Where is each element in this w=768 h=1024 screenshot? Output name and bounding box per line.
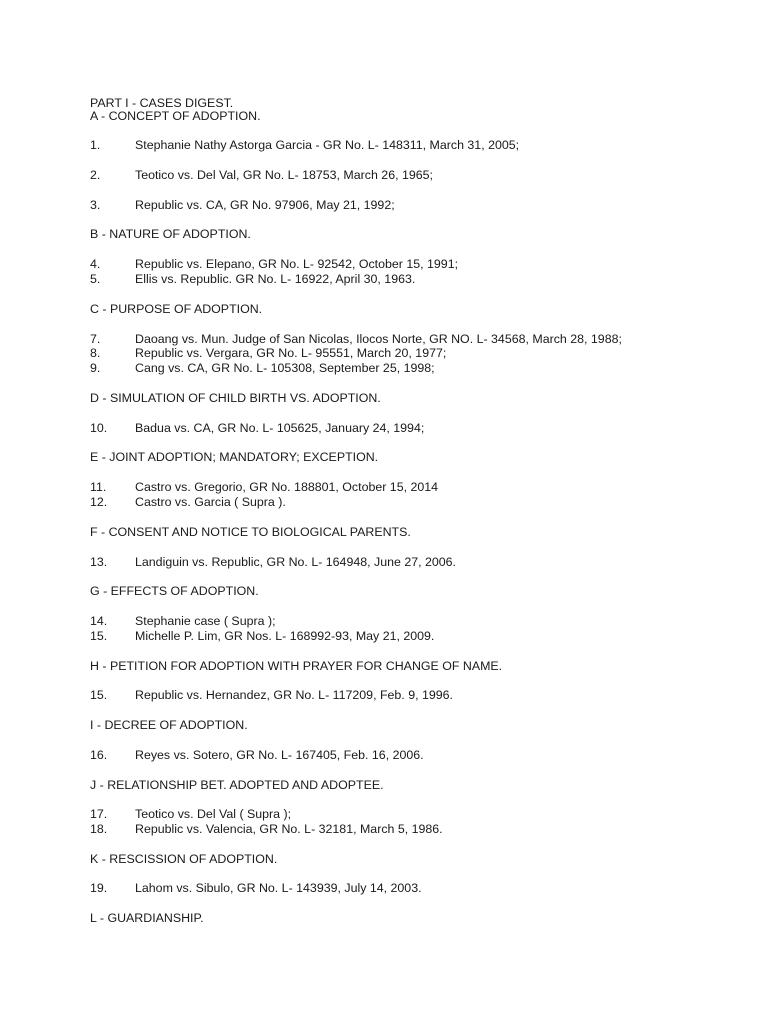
item-text: Daoang vs. Mun. Judge of San Nicolas, Ilocos Norte, GR NO. L- 34568, March 28, 1988; [135,332,622,346]
list-item [90,198,395,213]
item-text: Lahom vs. Sibulo, GR No. L- 143939, July 14, 2003. [135,881,422,895]
item-number: 1. [90,138,101,152]
item-number: 12. [90,495,108,509]
list-item [90,257,458,272]
item-text: Republic vs. Vergara, GR No. L- 95551, March 20, 1977; [135,346,447,360]
section-heading: B - NATURE OF ADOPTION. [90,227,251,241]
list-item [90,748,424,763]
item-text: Stephanie Nathy Astorga Garcia - GR No. L- 148311, March 31, 2005; [135,138,520,152]
item-number: 16. [90,748,108,762]
list-item [90,361,435,376]
section-heading: L - GUARDIANSHIP. [90,911,204,925]
section-heading: J - RELATIONSHIP BET. ADOPTED AND ADOPTEE. [90,778,384,792]
item-number: 9. [90,361,101,375]
list-item [90,332,622,347]
item-text: Stephanie case ( Supra ); [135,614,276,628]
item-number: 8. [90,346,101,360]
item-text: Republic vs. Valencia, GR No. L- 32181, March 5, 1986. [135,822,443,836]
section-heading: K - RESCISSION OF ADOPTION. [90,852,278,866]
item-text: Badua vs. CA, GR No. L- 105625, January 24, 1994; [135,421,425,435]
item-number: 11. [90,480,107,494]
section-heading: I - DECREE OF ADOPTION. [90,718,248,732]
list-item [90,555,456,570]
list-item [90,807,291,822]
section-heading: A - CONCEPT OF ADOPTION. [90,109,261,123]
list-item [90,168,433,183]
list-item [90,495,286,510]
item-text: Castro vs. Gregorio, GR No. 188801, October 15, 2014 [135,480,439,494]
list-item [90,614,276,629]
item-number: 19. [90,881,108,895]
section-heading: G - EFFECTS OF ADOPTION. [90,584,259,598]
item-text: Republic vs. CA, GR No. 97906, May 21, 1992; [135,198,395,212]
item-number: 18. [90,822,108,836]
item-text: Reyes vs. Sotero, GR No. L- 167405, Feb. 16, 2006. [135,748,424,762]
item-text: Landiguin vs. Republic, GR No. L- 164948, June 27, 2006. [135,555,456,569]
list-item [90,822,443,837]
list-item [90,346,446,361]
item-number: 5. [90,272,101,286]
document-title: PART I - CASES DIGEST. [90,96,234,110]
item-text: Michelle P. Lim, GR Nos. L- 168992-93, May 21, 2009. [135,629,435,643]
item-text: Cang vs. CA, GR No. L- 105308, September 25, 1998; [135,361,435,375]
item-number: 7. [90,332,101,346]
item-number: 2. [90,168,101,182]
item-text: Teotico vs. Del Val, GR No. L- 18753, March 26, 1965; [135,168,433,182]
list-item [90,688,453,703]
list-item [90,138,519,153]
item-number: 15. [90,629,108,643]
item-text: Republic vs. Hernandez, GR No. L- 117209, Feb. 9, 1996. [135,688,453,702]
item-number: 13. [90,555,108,569]
section-heading: D - SIMULATION OF CHILD BIRTH VS. ADOPTION. [90,391,381,405]
item-number: 10. [90,421,108,435]
list-item [90,480,438,495]
section-heading: E - JOINT ADOPTION; MANDATORY; EXCEPTION. [90,450,379,464]
item-number: 17. [90,807,108,821]
item-number: 14. [90,614,108,628]
item-number: 15. [90,688,108,702]
section-heading: H - PETITION FOR ADOPTION WITH PRAYER FOR CHANGE OF NAME. [90,659,503,673]
item-number: 3. [90,198,101,212]
item-text: Teotico vs. Del Val ( Supra ); [135,807,292,821]
list-item [90,272,415,287]
list-item [90,629,434,644]
item-text: Republic vs. Elepano, GR No. L- 92542, October 15, 1991; [135,257,459,271]
item-number: 4. [90,257,101,271]
section-heading: C - PURPOSE OF ADOPTION. [90,302,263,316]
item-text: Ellis vs. Republic. GR No. L- 16922, April 30, 1963. [135,272,416,286]
section-heading: F - CONSENT AND NOTICE TO BIOLOGICAL PARENTS. [90,525,411,539]
list-item [90,881,422,896]
item-text: Castro vs. Garcia ( Supra ). [135,495,286,509]
list-item [90,421,424,436]
